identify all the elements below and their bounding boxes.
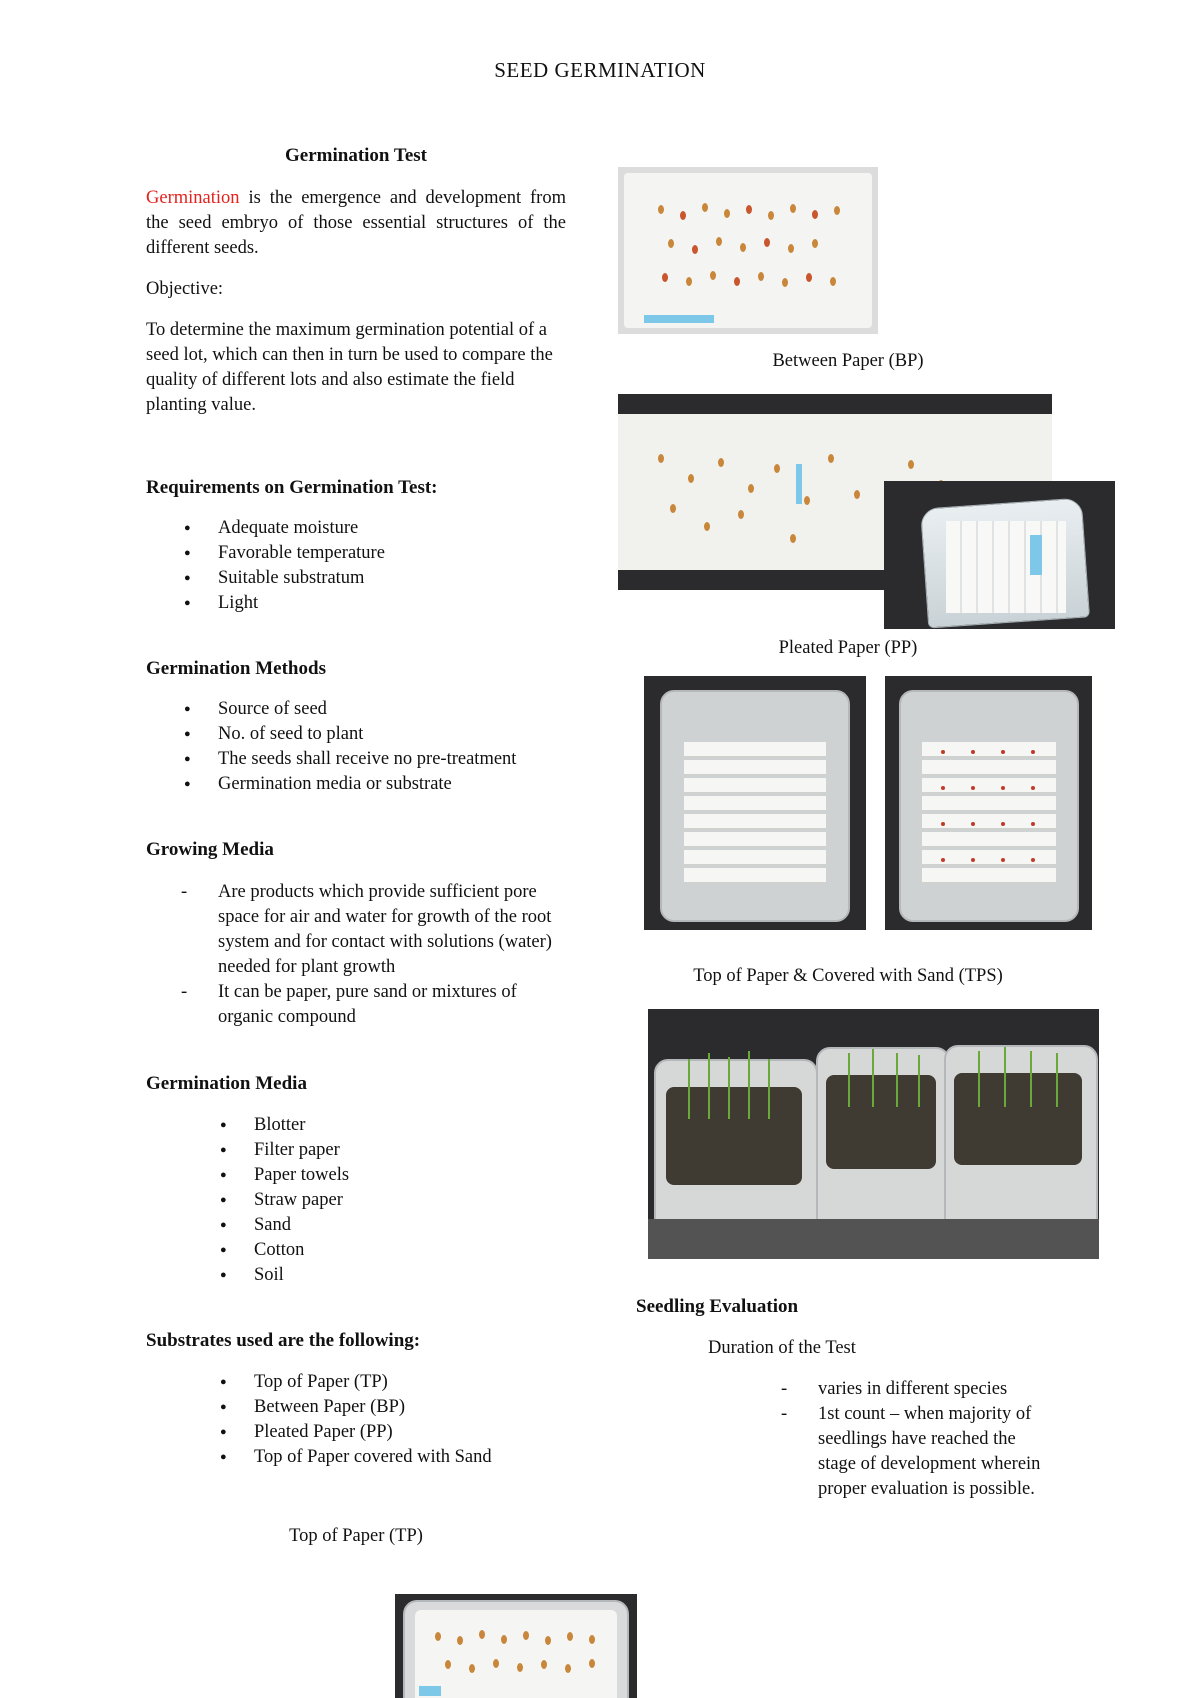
sprout bbox=[918, 1055, 920, 1107]
label-tag bbox=[796, 464, 802, 504]
paper-strip bbox=[684, 760, 825, 775]
seed bbox=[971, 858, 975, 862]
seed bbox=[812, 239, 818, 248]
seed bbox=[589, 1635, 595, 1644]
seed bbox=[746, 205, 752, 214]
seed bbox=[565, 1664, 571, 1673]
paper-strip bbox=[684, 778, 825, 793]
definition-text: is the emergence and development from the seed embryo of those essential structures of the different seeds. bbox=[146, 188, 566, 258]
substrates-list bbox=[254, 1370, 574, 1470]
tp-caption: Top of Paper (TP) bbox=[289, 1526, 423, 1546]
seed bbox=[941, 750, 945, 754]
seed bbox=[692, 245, 698, 254]
sprout bbox=[708, 1053, 710, 1119]
seed bbox=[1001, 858, 1005, 862]
germination-media-heading: Germination Media bbox=[146, 1073, 307, 1094]
seed bbox=[662, 273, 668, 282]
seed bbox=[768, 211, 774, 220]
rolled-papers bbox=[946, 521, 1066, 613]
objective-label: Objective: bbox=[146, 279, 224, 299]
seed bbox=[758, 272, 764, 281]
seed bbox=[740, 243, 746, 252]
photo-paper-trays bbox=[644, 676, 866, 930]
list-item: ● Filter paper bbox=[254, 1138, 554, 1163]
seed bbox=[941, 822, 945, 826]
soil bbox=[666, 1087, 802, 1185]
requirements-heading: Requirements on Germination Test: bbox=[146, 477, 438, 498]
seed bbox=[658, 454, 664, 463]
list-item: ● Top of Paper covered with Sand bbox=[254, 1445, 574, 1470]
list-item: ● Pleated Paper (PP) bbox=[254, 1420, 574, 1445]
seed bbox=[1001, 750, 1005, 754]
label-tag bbox=[644, 315, 714, 323]
seed bbox=[658, 205, 664, 214]
paper-strip bbox=[922, 760, 1056, 775]
tray bbox=[403, 1600, 629, 1698]
paper-strip bbox=[684, 742, 825, 757]
photo-paper-trays-with-seeds bbox=[885, 676, 1092, 930]
duration-list bbox=[818, 1377, 1054, 1502]
sprout bbox=[872, 1049, 874, 1107]
pp-caption: Pleated Paper (PP) bbox=[778, 638, 918, 658]
list-item: ● Straw paper bbox=[254, 1188, 554, 1213]
seed bbox=[589, 1659, 595, 1668]
bp-caption: Between Paper (BP) bbox=[772, 351, 924, 371]
seed bbox=[517, 1663, 523, 1672]
substrates-heading: Substrates used are the following: bbox=[146, 1330, 421, 1351]
list-item: ● Suitable substratum bbox=[218, 566, 578, 591]
seed bbox=[545, 1636, 551, 1645]
seed bbox=[804, 496, 810, 505]
seed bbox=[716, 237, 722, 246]
sprout bbox=[728, 1057, 730, 1119]
sprout bbox=[768, 1059, 770, 1119]
objective-text: To determine the maximum germination potential of a seed lot, which can then in turn be used to compare the quality of different lots and also estimate the field planting value. bbox=[146, 320, 553, 415]
seed bbox=[457, 1636, 463, 1645]
growing-media-heading: Growing Media bbox=[146, 839, 274, 860]
paper-strip bbox=[684, 850, 825, 865]
germination-media-list bbox=[254, 1113, 554, 1288]
tps-caption: Top of Paper & Covered with Sand (TPS) bbox=[693, 966, 1003, 986]
seed bbox=[828, 454, 834, 463]
seed bbox=[764, 238, 770, 247]
sprout bbox=[688, 1059, 690, 1119]
list-item: ● Cotton bbox=[254, 1238, 554, 1263]
list-item: ● The seeds shall receive no pre-treatment bbox=[218, 747, 578, 772]
list-item: ● Blotter bbox=[254, 1113, 554, 1138]
seed bbox=[854, 490, 860, 499]
paper-strip bbox=[684, 796, 825, 811]
seed bbox=[788, 244, 794, 253]
paper-strip bbox=[922, 832, 1056, 847]
seed bbox=[748, 484, 754, 493]
seed bbox=[941, 858, 945, 862]
sprout bbox=[1030, 1051, 1032, 1107]
seed bbox=[738, 510, 744, 519]
seed bbox=[670, 504, 676, 513]
label-tag bbox=[419, 1686, 441, 1696]
sprout bbox=[848, 1053, 850, 1107]
seed bbox=[724, 209, 730, 218]
seed bbox=[1031, 822, 1035, 826]
seed bbox=[782, 278, 788, 287]
list-item: ● Between Paper (BP) bbox=[254, 1395, 574, 1420]
seed bbox=[567, 1632, 573, 1641]
growing-media-list bbox=[218, 880, 568, 1030]
seed bbox=[680, 211, 686, 220]
seed bbox=[702, 203, 708, 212]
seed bbox=[501, 1635, 507, 1644]
seed bbox=[734, 277, 740, 286]
seed bbox=[790, 534, 796, 543]
seed bbox=[1001, 822, 1005, 826]
sprout bbox=[1056, 1053, 1058, 1107]
seed bbox=[469, 1664, 475, 1673]
seed bbox=[1001, 786, 1005, 790]
sprout bbox=[978, 1051, 980, 1107]
table-surface bbox=[648, 1219, 1099, 1259]
photo-top-of-paper-tray bbox=[395, 1594, 637, 1698]
soil bbox=[954, 1073, 1082, 1165]
sprout bbox=[748, 1051, 750, 1119]
seed bbox=[806, 273, 812, 282]
list-item: ● Source of seed bbox=[218, 697, 578, 722]
paper-strip bbox=[684, 832, 825, 847]
paper-strip bbox=[922, 868, 1056, 883]
seed bbox=[523, 1631, 529, 1640]
page-title: SEED GERMINATION bbox=[494, 58, 706, 82]
seed bbox=[686, 277, 692, 286]
seed bbox=[908, 460, 914, 469]
seed bbox=[774, 464, 780, 473]
list-item: ● No. of seed to plant bbox=[218, 722, 578, 747]
label-tag bbox=[1030, 535, 1042, 575]
methods-list bbox=[218, 697, 578, 797]
seedling-evaluation-heading: Seedling Evaluation bbox=[636, 1296, 799, 1317]
sprout bbox=[896, 1053, 898, 1107]
seed bbox=[830, 277, 836, 286]
seed bbox=[1031, 750, 1035, 754]
germination-test-heading: Germination Test bbox=[285, 145, 427, 166]
list-item: ● Germination media or substrate bbox=[218, 772, 578, 797]
seed bbox=[971, 786, 975, 790]
seed bbox=[790, 204, 796, 213]
seed bbox=[710, 271, 716, 280]
duration-heading: Duration of the Test bbox=[708, 1338, 856, 1358]
photo-plastic-bag bbox=[884, 481, 1115, 629]
seed bbox=[668, 239, 674, 248]
list-item: ● Adequate moisture bbox=[218, 516, 578, 541]
list-item: - Are products which provide sufficient pore space for air and water for growth of the root system and for contact with solutions (water) needed for plant growth bbox=[218, 880, 568, 980]
definition-paragraph bbox=[146, 186, 566, 261]
seed bbox=[971, 750, 975, 754]
seed bbox=[493, 1659, 499, 1668]
requirements-list bbox=[218, 516, 578, 616]
list-item: ● Sand bbox=[254, 1213, 554, 1238]
seed bbox=[941, 786, 945, 790]
list-item: - 1st count – when majority of seedlings have reached the stage of development wherein proper evaluation is possible. bbox=[818, 1402, 1054, 1502]
paper-strip bbox=[684, 868, 825, 883]
tray bbox=[899, 690, 1079, 922]
seed bbox=[688, 474, 694, 483]
paper-strip bbox=[684, 814, 825, 829]
methods-heading: Germination Methods bbox=[146, 658, 326, 679]
seed bbox=[704, 522, 710, 531]
list-item: ● Light bbox=[218, 591, 578, 616]
seed bbox=[479, 1630, 485, 1639]
photo-seeds-on-paper bbox=[618, 167, 878, 334]
list-item: ● Top of Paper (TP) bbox=[254, 1370, 574, 1395]
seed bbox=[812, 210, 818, 219]
sprout bbox=[1004, 1047, 1006, 1107]
definition-term: Germination bbox=[146, 188, 240, 208]
seed bbox=[435, 1632, 441, 1641]
list-item: - varies in different species bbox=[818, 1377, 1054, 1402]
list-item: ● Paper towels bbox=[254, 1163, 554, 1188]
photo-seedlings-in-soil bbox=[648, 1009, 1099, 1259]
list-item: ● Favorable temperature bbox=[218, 541, 578, 566]
seed bbox=[1031, 786, 1035, 790]
tray bbox=[660, 690, 850, 922]
seed bbox=[718, 458, 724, 467]
paper bbox=[415, 1610, 617, 1698]
list-item: - It can be paper, pure sand or mixtures of organic compound bbox=[218, 980, 568, 1030]
list-item: ● Soil bbox=[254, 1263, 554, 1288]
seed bbox=[1031, 858, 1035, 862]
seed bbox=[541, 1660, 547, 1669]
seed bbox=[971, 822, 975, 826]
seed bbox=[834, 206, 840, 215]
seed bbox=[445, 1660, 451, 1669]
paper bbox=[624, 173, 872, 328]
paper-strip bbox=[922, 796, 1056, 811]
